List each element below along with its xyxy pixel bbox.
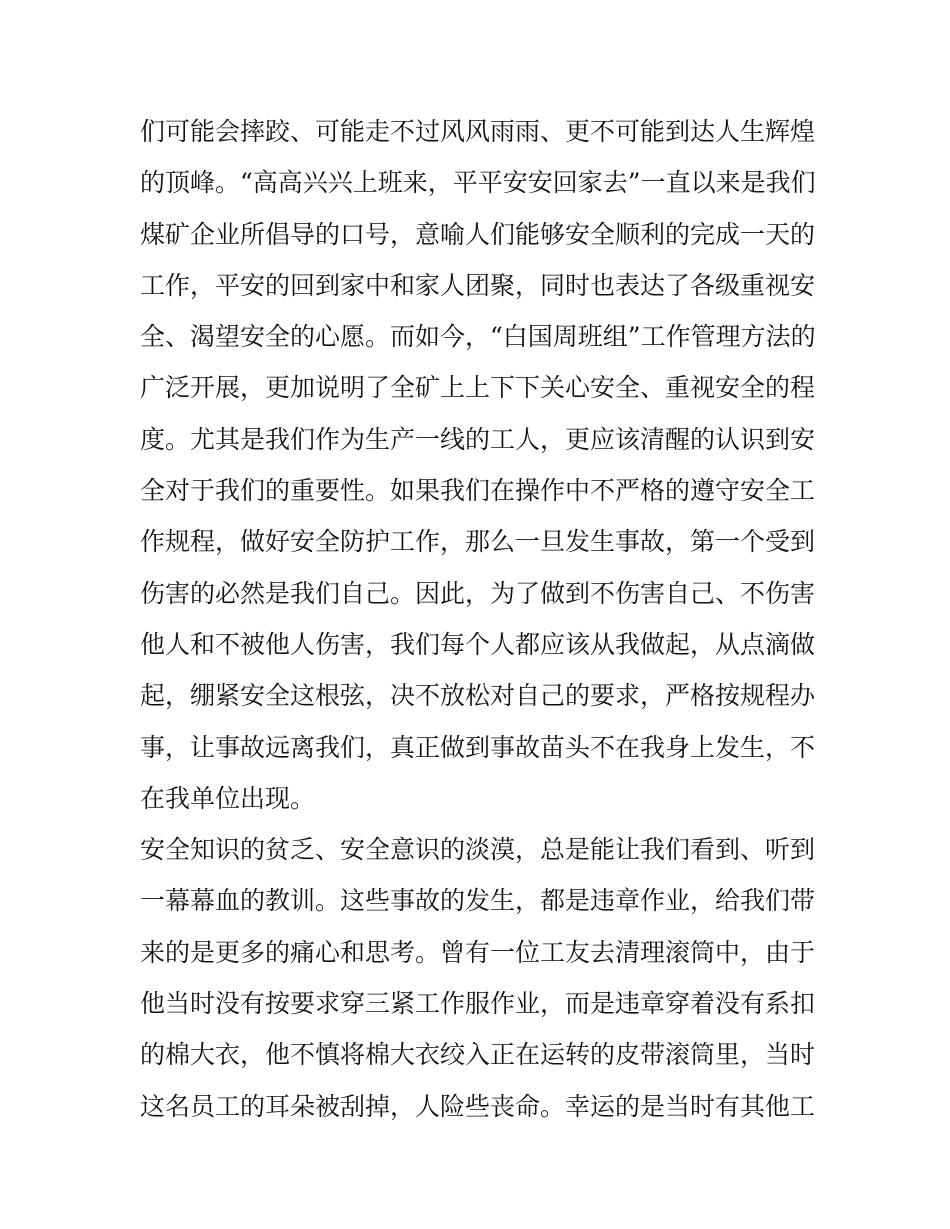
text-line-4: 工作，平安的回到家中和家人团聚，同时也表达了各级重视安 [140,270,816,300]
text-line-7: 度。尤其是我们作为生产一线的工人，更应该清醒的认识到安 [140,424,816,454]
text-line-20: 这名员工的耳朵被刮掉，人险些丧命。幸运的是当时有其他工 [140,1091,816,1121]
text-line-14: 在我单位出现。 [140,783,316,813]
text-line-15: 安全知识的贫乏、安全意识的淡漠，总是能让我们看到、听到 [140,835,816,865]
text-line-8: 全对于我们的重要性。如果我们在操作中不严格的遵守安全工 [140,476,816,506]
text-line-2: 的顶峰。“高高兴兴上班来，平平安安回家去”一直以来是我们 [140,168,816,198]
text-line-9: 作规程，做好安全防护工作，那么一旦发生事故，第一个受到 [140,527,816,557]
text-line-5: 全、渴望安全的心愿。而如今，“白国周班组”工作管理方法的 [140,322,816,352]
text-line-17: 来的是更多的痛心和思考。曾有一位工友去清理滚筒中，由于 [140,937,816,967]
text-line-1: 们可能会摔跤、可能走不过风风雨雨、更不可能到达人生辉煌 [140,117,816,146]
text-line-3: 煤矿企业所倡导的口号，意喻人们能够安全顺利的完成一天的 [140,219,816,249]
text-line-10: 伤害的必然是我们自己。因此，为了做到不伤害自己、不伤害 [140,578,816,608]
text-line-19: 的棉大衣，他不慎将棉大衣绞入正在运转的皮带滚筒里，当时 [140,1040,816,1070]
text-line-16: 一幕幕血的教训。这些事故的发生，都是违章作业，给我们带 [140,886,816,916]
text-line-18: 他当时没有按要求穿三紧工作服作业，而是违章穿着没有系扣 [140,989,816,1019]
text-line-13: 事，让事故远离我们，真正做到事故苗头不在我身上发生，不 [140,732,816,762]
body-text [140,106,816,1132]
text-line-11: 他人和不被他人伤害，我们每个人都应该从我做起，从点滴做 [140,629,816,659]
text-line-6: 广泛开展，更加说明了全矿上上下下关心安全、重视安全的程 [140,373,816,403]
text-line-12: 起，绷紧安全这根弦，决不放松对自己的要求，严格按规程办 [140,681,816,711]
